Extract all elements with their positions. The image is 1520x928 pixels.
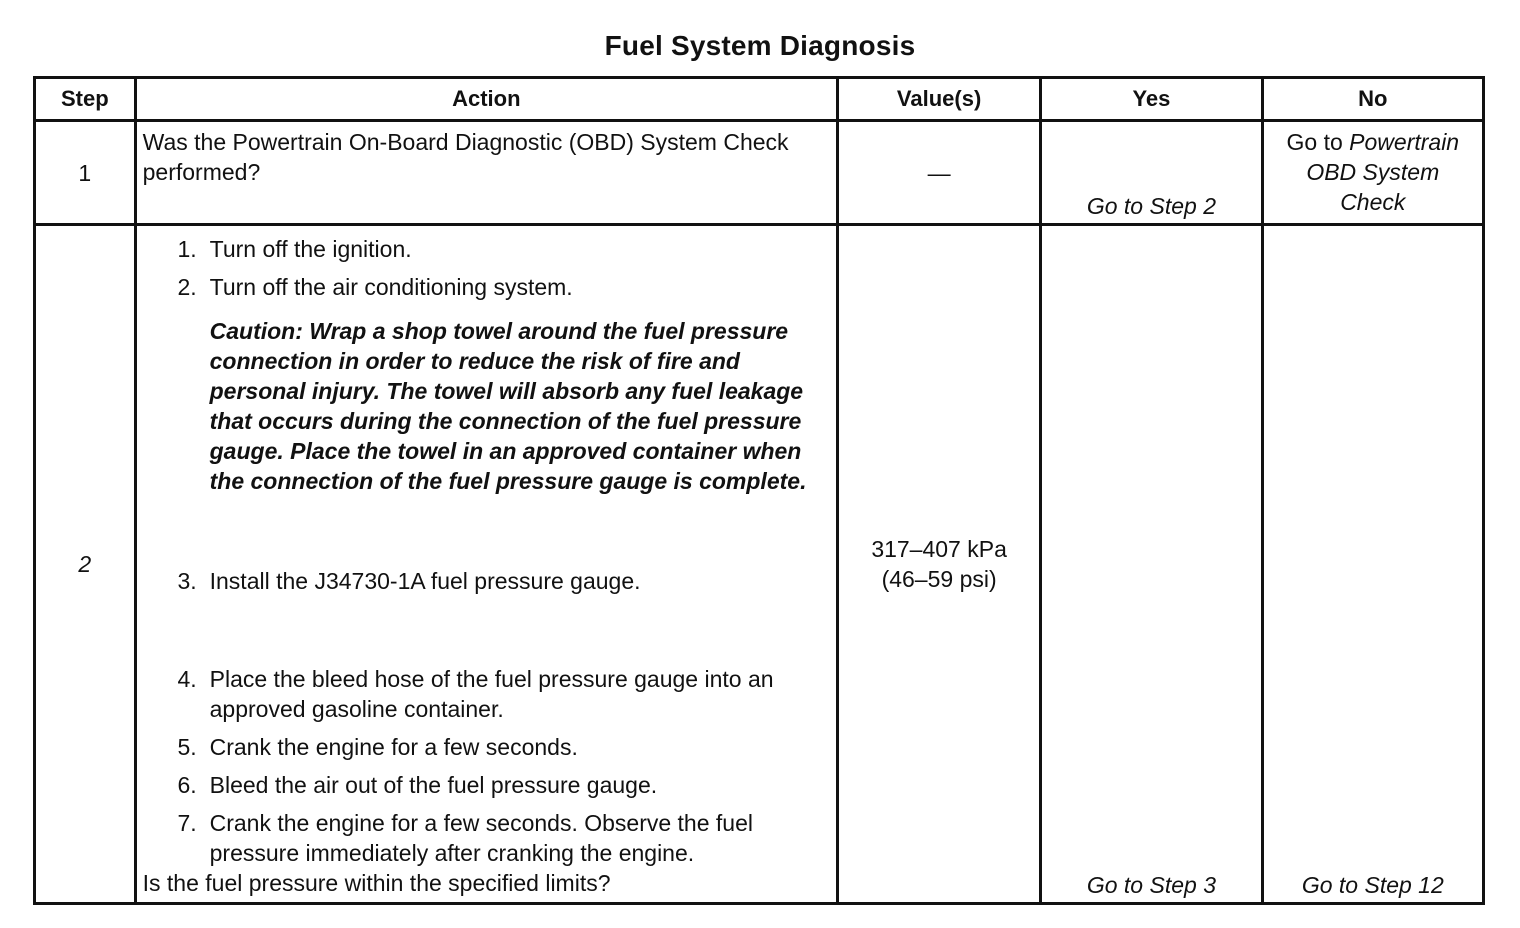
table-row xyxy=(35,121,1484,225)
table-header-row xyxy=(35,78,1484,121)
item-text: Turn off the air conditioning system. xyxy=(209,274,573,300)
item-text: Place the bleed hose of the fuel pressure gauge into an approved gasoline container. xyxy=(209,666,774,722)
no-cell xyxy=(1262,121,1483,225)
header-yes: Yes xyxy=(1041,78,1262,121)
item-text: Install the J34730-1A fuel pressure gauge. xyxy=(209,568,641,594)
action-cell xyxy=(135,225,837,904)
question-text: Is the fuel pressure within the specified limits? xyxy=(142,870,611,896)
item-text: Crank the engine for a few seconds. Observe the fuel pressure immediately after cranking the engine. xyxy=(209,810,753,866)
action-text: Was the Powertrain On-Board Diagnostic (OBD) System Check performed? xyxy=(135,121,837,225)
document-title: Fuel System Diagnosis xyxy=(604,30,916,61)
step-number: 2 xyxy=(35,225,136,904)
item-number: 5. xyxy=(177,734,197,760)
value-kpa: 317–407 kPa xyxy=(871,536,1007,562)
header-action: Action xyxy=(135,78,837,121)
yes-cell: Go to Step 3 xyxy=(1041,225,1262,904)
header-values: Value(s) xyxy=(837,78,1040,121)
no-prefix: Go to xyxy=(1286,129,1343,155)
diagnosis-table xyxy=(33,76,1485,905)
value-psi: (46–59 psi) xyxy=(881,566,997,592)
item-text: Turn off the ignition. xyxy=(209,236,412,262)
no-cell: Go to Step 12 xyxy=(1262,225,1483,904)
item-number: 3. xyxy=(177,568,197,594)
value-cell: — xyxy=(837,121,1040,225)
item-text: Crank the engine for a few seconds. xyxy=(209,734,578,760)
no-link-text: Powertrain OBD System Check xyxy=(1306,129,1460,215)
value-cell xyxy=(837,225,1040,904)
item-number: 6. xyxy=(177,772,197,798)
header-no: No xyxy=(1262,78,1483,121)
item-number: 1. xyxy=(177,236,197,262)
item-number: 7. xyxy=(177,810,197,836)
step-number: 1 xyxy=(35,121,136,225)
item-text: Bleed the air out of the fuel pressure gauge. xyxy=(209,772,658,798)
header-step: Step xyxy=(35,78,136,121)
item-number: 4. xyxy=(177,666,197,692)
yes-cell: Go to Step 2 xyxy=(1041,121,1262,225)
item-number: 2. xyxy=(177,274,197,300)
caution-note: Caution: Wrap a shop towel around the fuel pressure connection in order to reduce the risk of fire and personal injury. The towel will absorb any fuel leakage that occurs during the connection of the fuel pressure gauge. Place the towel in an approved container when the connection of the fuel pressure gauge is complete. xyxy=(209,318,807,494)
table-row xyxy=(35,225,1484,904)
